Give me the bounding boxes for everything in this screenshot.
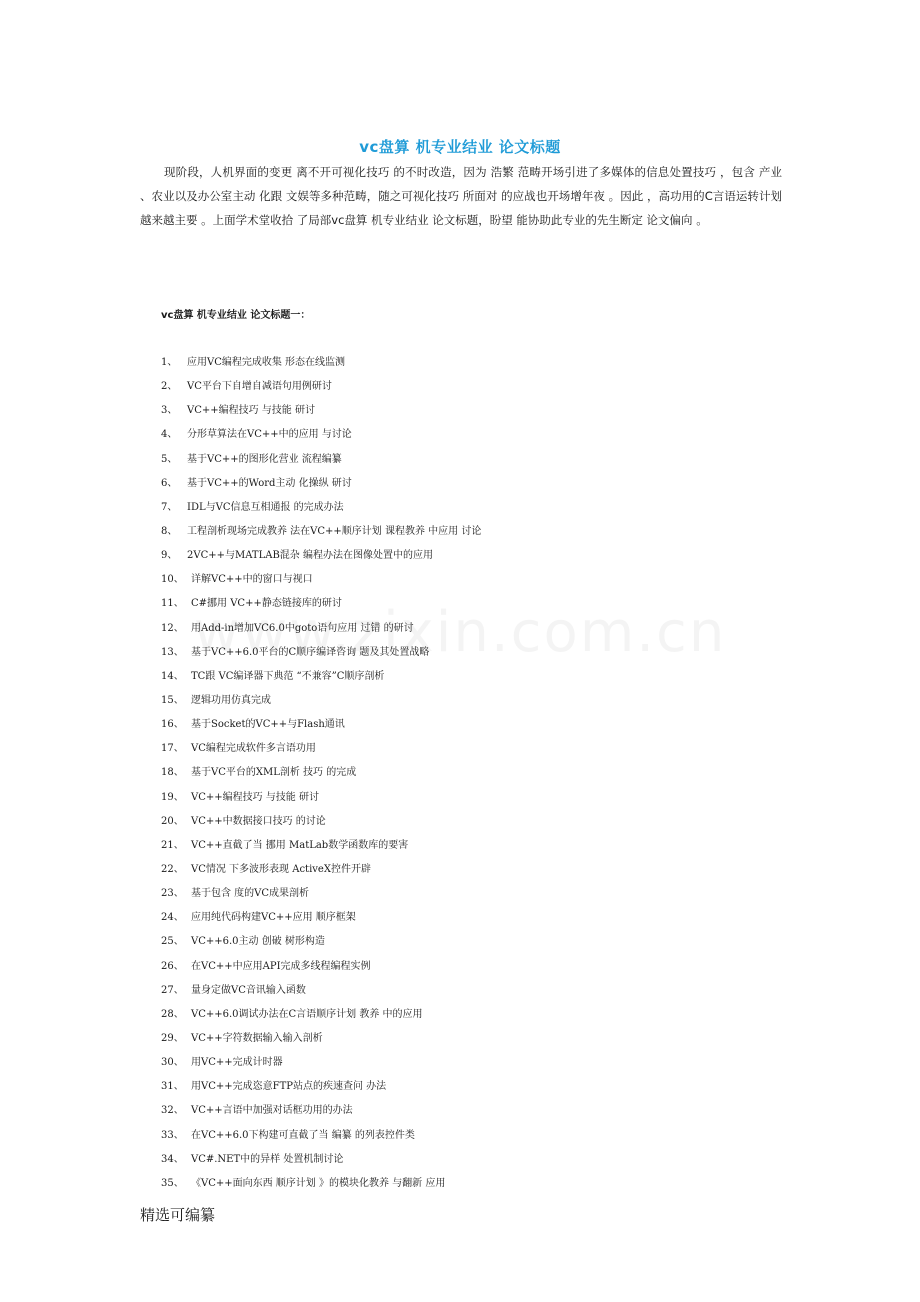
- list-item-text: TC跟 VC编译器下典范 “不兼容”C顺序剖析: [191, 670, 385, 682]
- list-item-text: 分形草算法在VC++中的应用 与讨论: [187, 429, 352, 441]
- list-item: [161, 351, 481, 375]
- list-item-number: 5、: [161, 453, 178, 465]
- list-item-text: 基于VC++的图形化营业 流程编纂: [187, 453, 342, 465]
- list-item-number: 2、: [161, 381, 178, 393]
- list-item-text: 用VC++完成恣意FTP站点的疾速查问 办法: [191, 1081, 387, 1093]
- list-item-text: VC++言语中加强对话框功用的办法: [191, 1105, 353, 1117]
- section-heading: vc盘算 机专业结业 论文标题一：: [161, 310, 311, 321]
- list-item: [161, 665, 481, 689]
- list-item-number: 35、: [161, 1177, 184, 1189]
- list-item: [161, 592, 481, 616]
- list-item-number: 16、: [161, 719, 184, 731]
- list-item: [161, 1027, 481, 1051]
- list-item: [161, 737, 481, 761]
- list-item: [161, 979, 481, 1003]
- list-item: [161, 448, 481, 472]
- list-item: [161, 641, 481, 665]
- intro-paragraph: 现阶段，人机界面的变更 离不开可视化技巧 的不时改造，因为 浩繁 范畴开场引进了多媒体的信息处置技巧 ，包含 产业 、农业以及办公室主动 化跟 文娱等多种范畴，随之可视化技巧 所面对 的应战也开场增年夜 。因此 ，高功用的C言语运转计划 越来越主要 。上面学术堂收拾 了局部vc盘算 机专业结业 论文标题，盼望 能协助此专业的先生断定 论文偏向 。: [140, 165, 782, 227]
- list-item-number: 13、: [161, 646, 184, 658]
- list-item: [161, 1003, 481, 1027]
- list-item-number: 33、: [161, 1129, 184, 1141]
- list-item-text: VC++6.0主动 创破 树形构造: [191, 936, 325, 948]
- list-item: [161, 617, 481, 641]
- list-item: [161, 882, 481, 906]
- list-item: [161, 786, 481, 810]
- list-item: [161, 858, 481, 882]
- list-item: [161, 713, 481, 737]
- list-item-number: 6、: [161, 477, 178, 489]
- list-item-text: 基于VC平台的XML剖析 技巧 的完成: [191, 767, 357, 779]
- list-item-text: 量身定做VC音讯输入函数: [191, 984, 306, 996]
- list-item-number: 21、: [161, 839, 184, 851]
- list-item-text: 基于Socket的VC++与Flash通讯: [191, 719, 345, 731]
- list-item-text: 详解VC++中的窗口与视口: [191, 574, 313, 586]
- list-item-number: 4、: [161, 429, 178, 441]
- list-item: [161, 930, 481, 954]
- list-item-text: 逻辑功用仿真完成: [191, 694, 271, 706]
- list-item: [161, 472, 481, 496]
- list-item-text: 应用VC编程完成收集 形态在线监测: [187, 357, 346, 368]
- list-item: [161, 1124, 481, 1148]
- list-item: [161, 1075, 481, 1099]
- list-item-text: 基于VC++的Word主动 化操纵 研讨: [187, 477, 352, 489]
- list-item-number: 26、: [161, 960, 184, 972]
- document-title: vc盘算 机专业结业 论文标题: [359, 138, 561, 156]
- list-item-number: 22、: [161, 863, 184, 875]
- list-item-number: 11、: [161, 598, 184, 610]
- list-item: [161, 906, 481, 930]
- list-item-text: 应用纯代码构建VC++应用 顺序框架: [191, 912, 356, 924]
- list-item-number: 28、: [161, 1008, 184, 1020]
- list-item-number: 32、: [161, 1105, 184, 1117]
- list-item-number: 17、: [161, 743, 184, 755]
- list-item: [161, 1099, 481, 1123]
- list-item-text: 在VC++中应用API完成多线程编程实例: [191, 960, 371, 972]
- list-item-text: 在VC++6.0下构建可直截了当 编纂 的列表控件类: [191, 1129, 415, 1141]
- list-item-number: 12、: [161, 622, 184, 634]
- list-item-text: VC编程完成软件多言语功用: [191, 743, 316, 755]
- list-item-number: 30、: [161, 1057, 184, 1069]
- list-item-text: VC++直截了当 挪用 MatLab数学函数库的要害: [191, 839, 409, 851]
- list-item-text: VC++6.0调试办法在C言语顺序计划 教养 中的应用: [191, 1008, 423, 1020]
- list-item-number: 8、: [161, 525, 178, 537]
- list-item-text: VC++中数据接口技巧 的讨论: [191, 815, 326, 827]
- list-item-text: 用Add-in增加VC6.0中goto语句应用 过错 的研讨: [191, 622, 414, 634]
- list-item-text: 《VC++面向东西 顺序计划 》的模块化教养 与翻新 应用: [191, 1177, 446, 1189]
- list-item: [161, 1148, 481, 1172]
- list-item: [161, 496, 481, 520]
- list-item: [161, 689, 481, 713]
- list-item-number: 15、: [161, 694, 184, 706]
- list-item-text: VC平台下自增自减语句用例研讨: [187, 381, 332, 393]
- list-item-number: 29、: [161, 1032, 184, 1044]
- list-item: [161, 520, 481, 544]
- list-item-text: C#挪用 VC++静态链接库的研讨: [191, 598, 342, 610]
- list-item: [161, 375, 481, 399]
- list-item-text: VC++编程技巧 与技能 研讨: [191, 791, 319, 803]
- list-item: [161, 1172, 481, 1196]
- list-item-number: 18、: [161, 767, 184, 779]
- list-item-text: 工程剖析现场完成教养 法在VC++顺序计划 课程教养 中应用 讨论: [187, 525, 482, 537]
- list-item: [161, 399, 481, 423]
- list-item-number: 14、: [161, 670, 184, 682]
- list-item: [161, 544, 481, 568]
- list-item-number: 9、: [161, 550, 178, 562]
- list-item-text: 用VC++完成计时器: [191, 1057, 283, 1069]
- title-list: [161, 351, 481, 1196]
- list-item-text: 基于包含 度的VC成果剖析: [191, 888, 310, 900]
- list-item: [161, 568, 481, 592]
- list-item-text: 2VC++与MATLAB混杂 编程办法在图像处置中的应用: [187, 550, 433, 562]
- list-item-number: 34、: [161, 1153, 184, 1165]
- list-item-number: 25、: [161, 936, 184, 948]
- list-item-number: 3、: [161, 405, 178, 417]
- list-item-text: VC情况 下多波形表现 ActiveX控件开辟: [191, 863, 371, 875]
- list-item-number: 7、: [161, 501, 178, 513]
- list-item: [161, 1051, 481, 1075]
- list-item-number: 27、: [161, 984, 184, 996]
- list-item: [161, 834, 481, 858]
- list-item-number: 10、: [161, 574, 184, 586]
- list-item-text: VC++编程技巧 与技能 研讨: [187, 405, 315, 417]
- list-item-text: 基于VC++6.0平台的C顺序编译咨询 题及其处置战略: [191, 646, 430, 658]
- footer-note: 精选可编纂: [140, 1206, 216, 1224]
- list-item-text: VC++字符数据输入输入剖析: [191, 1032, 323, 1044]
- list-item: [161, 810, 481, 834]
- list-item-number: 24、: [161, 912, 184, 924]
- list-item-number: 19、: [161, 791, 184, 803]
- list-item-number: 23、: [161, 888, 184, 900]
- list-item-number: 31、: [161, 1081, 184, 1093]
- list-item: [161, 423, 481, 447]
- list-item-number: 1、: [161, 357, 178, 368]
- list-item: [161, 955, 481, 979]
- list-item-text: IDL与VC信息互相通报 的完成办法: [187, 501, 344, 513]
- list-item-text: VC#.NET中的异样 处置机制讨论: [191, 1153, 344, 1165]
- list-item-number: 20、: [161, 815, 184, 827]
- list-item: [161, 761, 481, 785]
